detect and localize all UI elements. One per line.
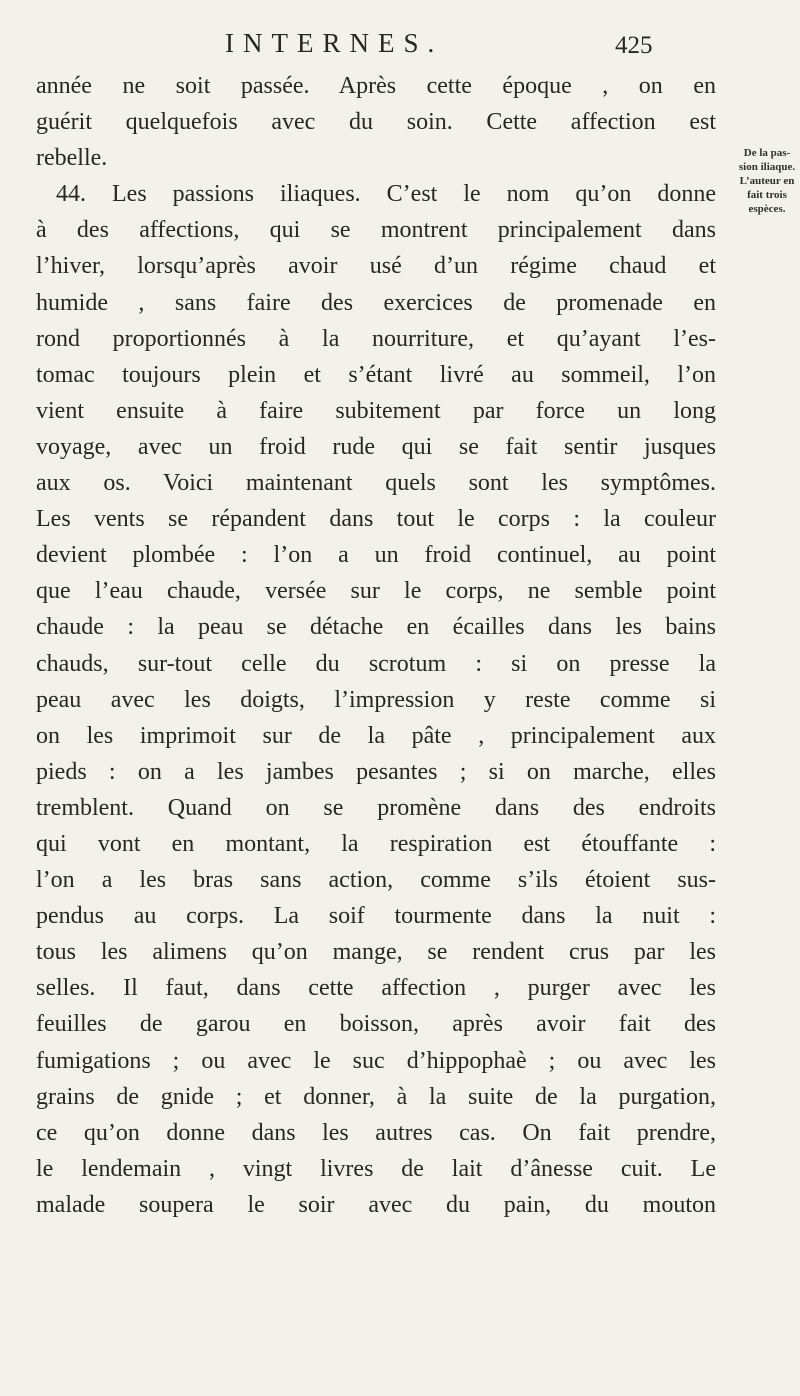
text-line: peau avec les doigts, l’impression y reste comme si	[36, 686, 716, 713]
text-line: rond proportionnés à la nourriture, et qu’ayant l’es-	[36, 325, 716, 352]
text-line: que l’eau chaude, versée sur le corps, ne semble point	[36, 578, 716, 605]
margin-note-line: espèces.	[748, 203, 786, 215]
body-text	[36, 68, 716, 1223]
text-line: chauds, sur-tout celle du scrotum : si on presse la	[36, 650, 716, 677]
margin-note-line: De la pas-	[743, 147, 791, 159]
text-line: pieds : on a les jambes pesantes ; si on marche, elles	[36, 758, 716, 785]
margin-note-line: fait trois	[747, 189, 787, 201]
margin-note-line: L’auteur en	[739, 175, 795, 187]
text-line: qui vont en montant, la respiration est étouffante :	[36, 830, 716, 857]
text-line: malade soupera le soir avec du pain, du mouton	[36, 1191, 716, 1218]
page-number: 425	[615, 32, 653, 59]
text-line: grains de gnide ; et donner, à la suite de la purgation,	[36, 1083, 716, 1110]
text-line: voyage, avec un froid rude qui se fait sentir jusques	[36, 433, 716, 460]
text-line: rebelle.	[36, 145, 108, 172]
text-line: tomac toujours plein et s’étant livré au sommeil, l’on	[36, 361, 716, 388]
text-line: année ne soit passée. Après cette époque , on en	[36, 73, 716, 99]
text-line: on les imprimoit sur de la pâte , principalement aux	[36, 722, 716, 749]
text-line: fumigations ; ou avec le suc d’hippophaè ; ou avec les	[36, 1047, 716, 1074]
text-line: le lendemain , vingt livres de lait d’ânesse cuit. Le	[36, 1155, 716, 1182]
text-line: 44. Les passions iliaques. C’est le nom qu’on donne	[56, 181, 716, 208]
text-line: vient ensuite à faire subitement par force un long	[36, 397, 716, 424]
text-line: l’on a les bras sans action, comme s’ils étoient sus-	[36, 867, 716, 894]
margin-note-line: sion iliaque.	[738, 161, 796, 173]
running-head: INTERNES.	[225, 28, 444, 58]
text-line: aux os. Voici maintenant quels sont les symptômes.	[36, 470, 716, 497]
text-line: l’hiver, lorsqu’après avoir usé d’un régime chaud et	[36, 253, 716, 280]
text-line: pendus au corps. La soif tourmente dans la nuit :	[36, 903, 716, 930]
text-line: chaude : la peau se détache en écailles dans les bains	[36, 614, 716, 641]
text-line: tous les alimens qu’on mange, se rendent crus par les	[36, 939, 716, 966]
text-line: selles. Il faut, dans cette affection , purger avec les	[36, 975, 716, 1002]
text-line: tremblent. Quand on se promène dans des endroits	[36, 794, 716, 821]
text-line: ce qu’on donne dans les autres cas. On fait prendre,	[36, 1119, 716, 1146]
text-line: guérit quelquefois avec du soin. Cette affection est	[36, 109, 716, 136]
text-line: devient plombée : l’on a un froid continuel, au point	[36, 542, 716, 569]
text-line: à des affections, qui se montrent principalement dans	[36, 217, 716, 244]
text-line: Les vents se répandent dans tout le corps : la couleur	[36, 506, 716, 533]
text-line: humide , sans faire des exercices de promenade en	[36, 289, 716, 316]
margin-note	[734, 146, 800, 216]
text-line: feuilles de garou en boisson, après avoir fait des	[36, 1011, 716, 1038]
